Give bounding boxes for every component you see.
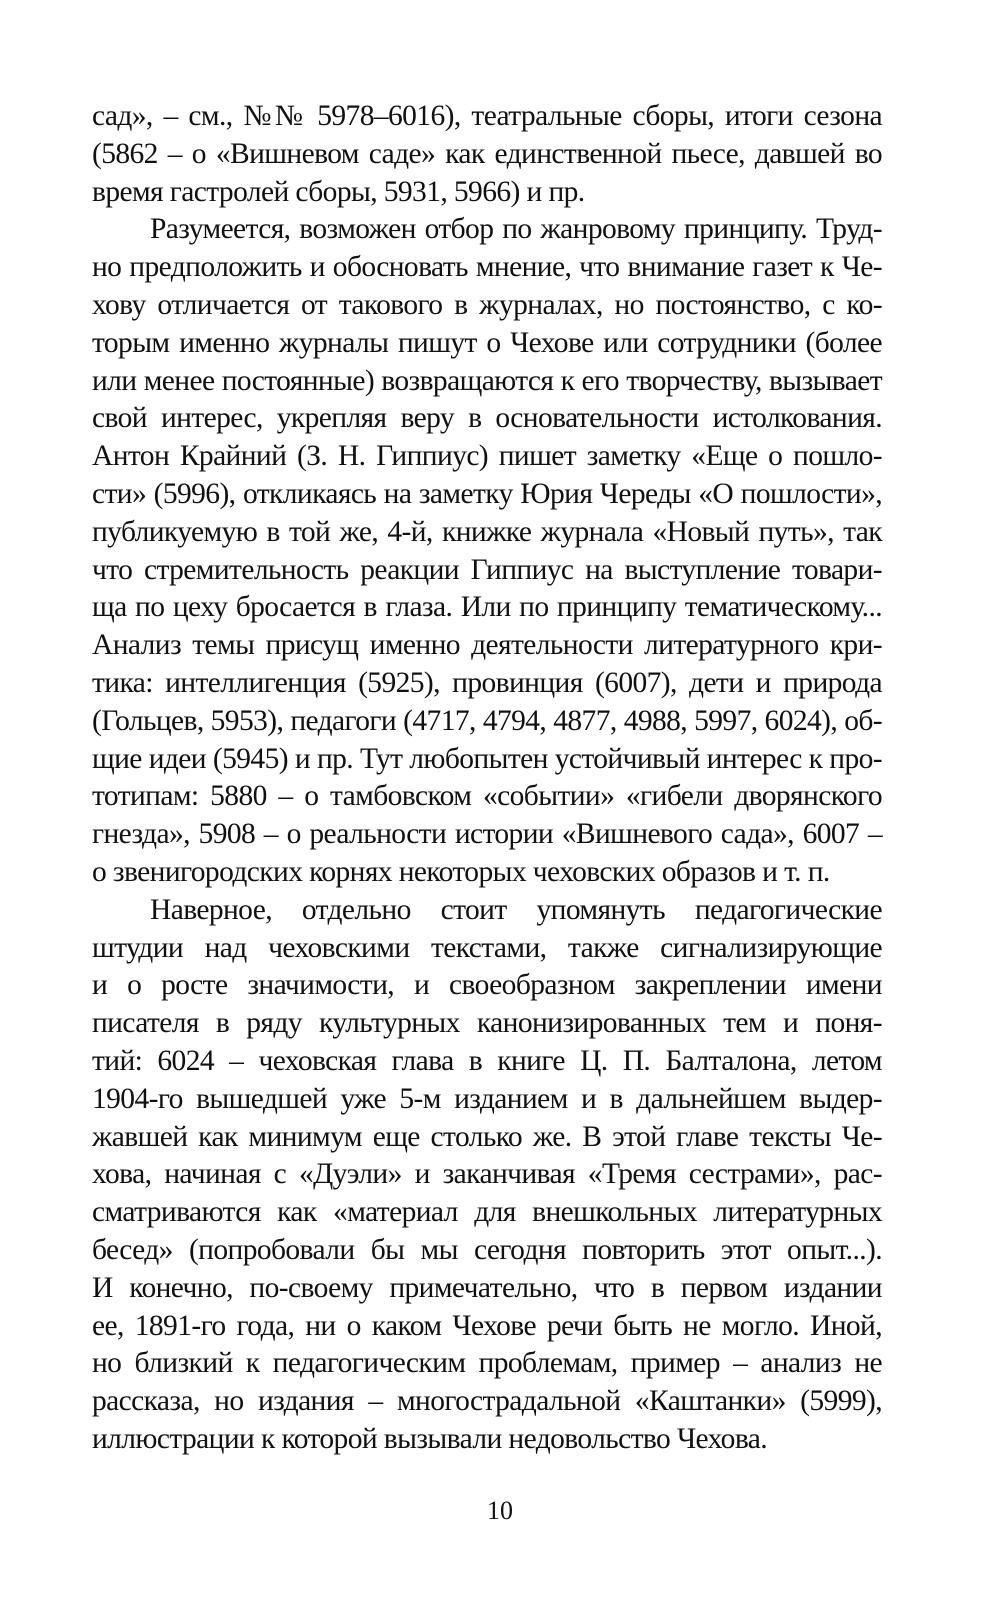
text-line: И конечно, по-своему примечательно, что в первом издании xyxy=(92,1271,882,1304)
text-line: сад», – см., №№ 5978–6016), театральные сборы, итоги сезона xyxy=(92,100,882,132)
text-line: гнезда», 5908 – о реальности истории «Вишневого сада», 6007 – xyxy=(92,818,882,851)
text-line: Антон Крайний (З. Н. Гиппиус) пишет заметку «Еще о пошло- xyxy=(92,440,882,473)
text-line: (5862 – о «Вишневом саде» как единственной пьесе, давшей во xyxy=(92,137,882,170)
text-line: о звенигородских корнях некоторых чеховских образов и т. п. xyxy=(92,855,830,888)
text-line: торым именно журналы пишут о Чехове или сотрудники (более xyxy=(92,326,882,359)
text-line: сматриваются как «материал для внешкольных литературных xyxy=(92,1196,882,1229)
text-line: бесед» (попробовали бы мы сегодня повторить этот опыт...). xyxy=(92,1233,882,1266)
text-line: иллюстрации к которой вызывали недовольство Чехова. xyxy=(92,1422,768,1455)
text-line: время гастролей сборы, 5931, 5966) и пр. xyxy=(92,175,585,208)
text-line: свой интерес, укрепляя веру в основательности истолкования. xyxy=(92,402,882,435)
text-line: ща по цеху бросается в глаза. Или по принципу тематическому... xyxy=(92,591,882,624)
text-line: публикуемую в той же, 4-й, книжке журнала «Новый путь», так xyxy=(92,515,882,548)
text-line: сти» (5996), откликаясь на заметку Юрия Череды «О пошлости», xyxy=(92,477,882,510)
text-line: но предположить и обосновать мнение, что внимание газет к Че- xyxy=(92,251,882,284)
text-line: ее, 1891-го года, ни о каком Чехове речи быть не могло. Иной, xyxy=(92,1309,882,1342)
text-line: писателя в ряду культурных канонизированных тем и поня- xyxy=(92,1007,882,1040)
text-line: что стремительность реакции Гиппиус на выступление товари- xyxy=(92,553,882,586)
text-line: и о росте значимости, и своеобразном закреплении имени xyxy=(92,969,882,1002)
text-line: 1904-го вышедшей уже 5-м изданием и в дальнейшем выдер- xyxy=(92,1082,882,1115)
text-line: рассказа, но издания – многострадальной «Каштанки» (5999), xyxy=(92,1385,882,1418)
text-line: хову отличается от такового в журналах, но постоянство, с ко- xyxy=(92,288,882,321)
text-line: тика: интеллигенция (5925), провинция (6007), дети и природа xyxy=(92,666,882,699)
text-line: жавшей как минимум еще столько же. В этой главе тексты Че- xyxy=(92,1120,882,1153)
page-number: 10 xyxy=(487,1496,513,1525)
text-line: Анализ темы присущ именно деятельности литературного кри- xyxy=(92,629,882,662)
text-line: (Гольцев, 5953), педагоги (4717, 4794, 4877, 4988, 5997, 6024), об- xyxy=(92,704,882,737)
text-line: или менее постоянные) возвращаются к его творчеству, вызывает xyxy=(92,364,882,397)
text-line: тотипам: 5880 – о тамбовском «событии» «гибели дворянского xyxy=(92,780,882,813)
text-line: хова, начиная с «Дуэли» и заканчивая «Тремя сестрами», рас- xyxy=(92,1158,882,1191)
paragraph-start-line: Разумеется, возможен отбор по жанровому принципу. Труд- xyxy=(150,213,882,246)
paragraph-start-line: Наверное, отдельно стоит упомянуть педагогические xyxy=(150,893,882,926)
text-line: тий: 6024 – чеховская глава в книге Ц. П. Балталона, летом xyxy=(92,1044,882,1077)
text-line: штудии над чеховскими текстами, также сигнализирующие xyxy=(92,931,882,964)
body-text xyxy=(92,98,882,1459)
text-line: щие идеи (5945) и пр. Тут любопытен устойчивый интерес к про- xyxy=(92,742,882,775)
text-line: но близкий к педагогическим проблемам, пример – анализ не xyxy=(92,1347,882,1380)
